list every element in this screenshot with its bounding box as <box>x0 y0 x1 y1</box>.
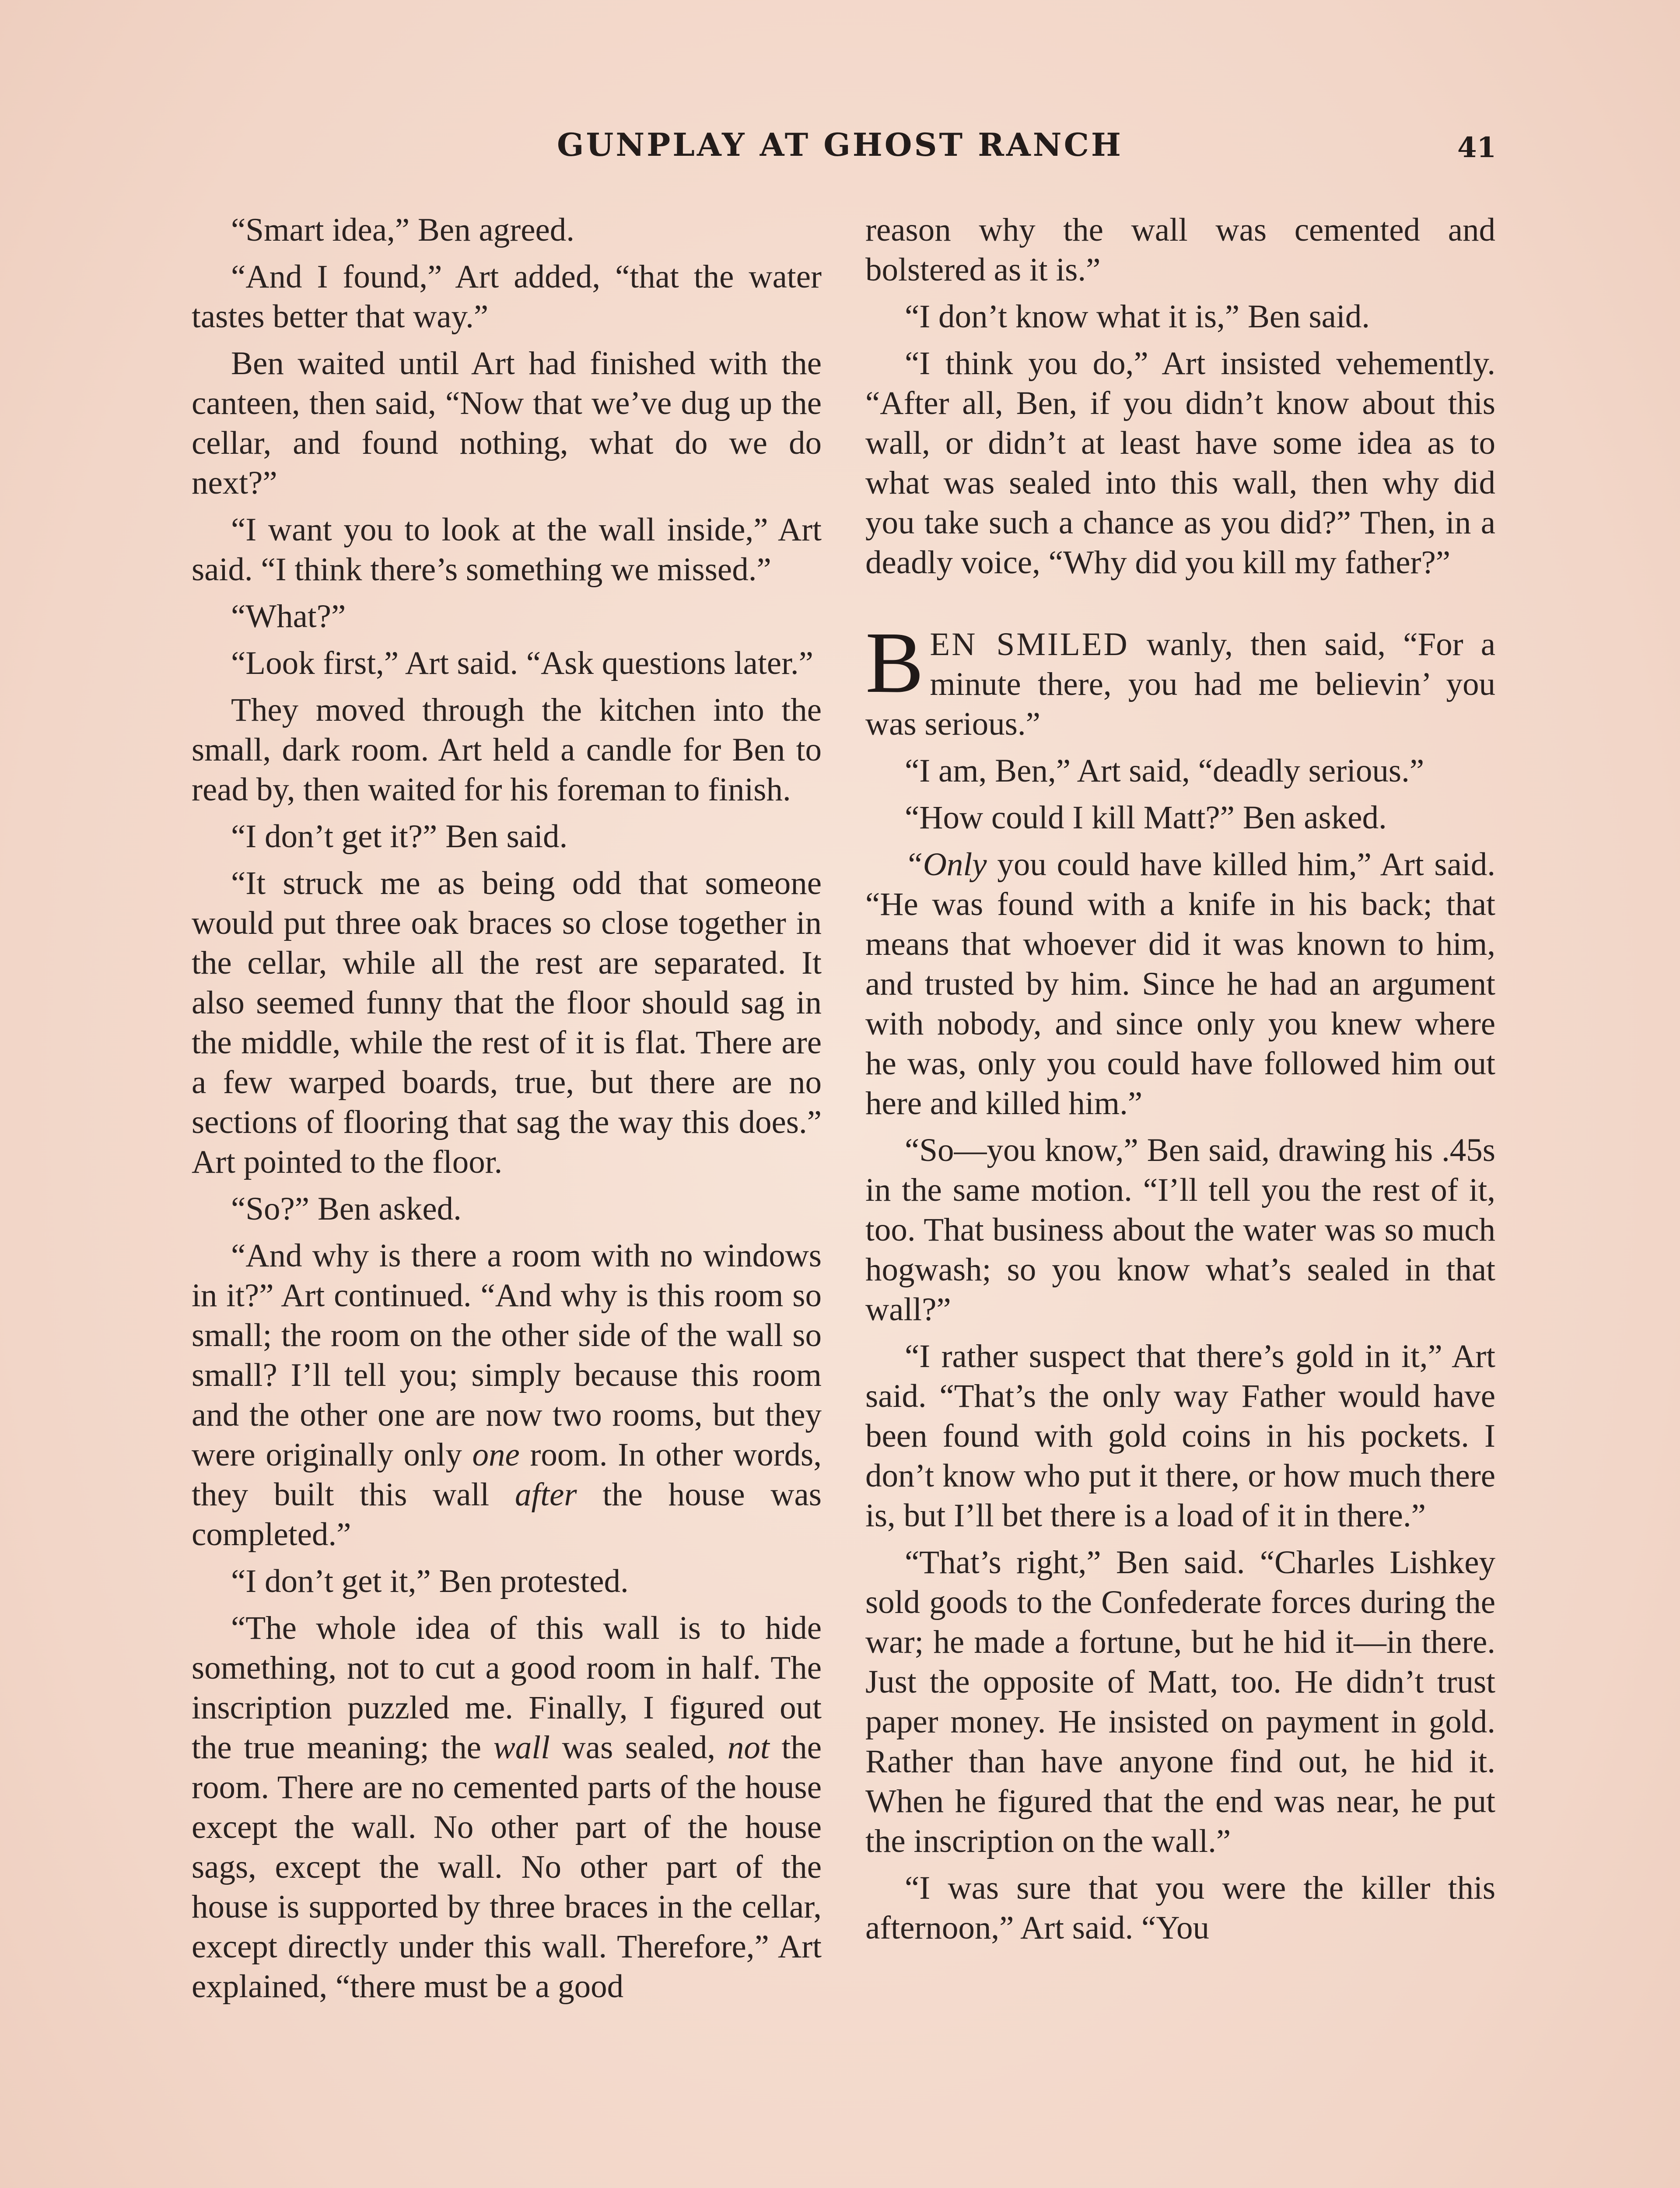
drop-cap: B <box>865 614 924 711</box>
paragraph: “I was sure that you were the killer this afternoon,” Art said. “You <box>865 1870 1495 1946</box>
italic-text: one <box>472 1437 520 1473</box>
text-run: “And why is there a room with no windows in it?” Art continued. “And why is this room so small; the room on the other side of the wall so small? I’ll tell you; simply because this room and the other one are now two rooms, but they were originally only <box>192 1238 822 1473</box>
paragraph: reason why the wall was cemented and bolstered as it is.” <box>865 212 1495 288</box>
paragraph: They moved through the kitchen into the small, dark room. Art held a candle for Ben to read by, then waited for his foreman to finish. <box>192 692 822 808</box>
paragraph <box>865 845 1495 1123</box>
paragraph: “And I found,” Art added, “that the water tastes better that way.” <box>192 259 822 335</box>
paragraph: “So—you know,” Ben said, drawing his .45s in the same motion. “I’ll tell you the rest of it, too. That business about the water was so much hogwash; so you know what’s sealed in that wall?” <box>865 1132 1495 1328</box>
paragraph: “I want you to look at the wall inside,” Art said. “I think there’s something we missed.” <box>192 512 822 588</box>
paragraph: “I don’t get it,” Ben protested. <box>231 1563 629 1599</box>
paragraph: “It struck me as being odd that someone would put three oak braces so close together in the cellar, while all the rest are separated. It also seemed funny that the floor should sag in the middle, while the rest of it is flat. There are a few warped boards, true, but there are no sections of flooring that sag the way this does.” Art pointed to the floor. <box>192 865 822 1180</box>
text-run: you could have killed him,” Art said. “He was found with a knife in his back; that means that whoever did it was known to him, and trusted by him. Since he had an argument with nobody, and since only you knew where he was, only you could have followed him out here and killed him.” <box>865 846 1495 1122</box>
left-column <box>192 210 822 2188</box>
paragraph <box>192 1236 822 1554</box>
running-head: GUNPLAY AT GHOST RANCH <box>557 126 1123 163</box>
paragraph: “I don’t get it?” Ben said. <box>231 818 568 855</box>
page-number: 41 <box>1457 131 1496 164</box>
paragraph: “Smart idea,” Ben agreed. <box>231 212 575 248</box>
italic-text: wall <box>493 1729 550 1766</box>
paragraph: “I think you do,” Art insisted vehemently. “After all, Ben, if you didn’t know about this wall, or didn’t at least have some idea as to what was sealed into this wall, then why did you take such a chance as you did?” Then, in a deadly voice, “Why did you kill my father?” <box>865 345 1495 581</box>
italic-text: “Only <box>905 846 987 883</box>
right-column <box>865 210 1495 2188</box>
paragraph: “I don’t know what it is,” Ben said. <box>905 298 1370 335</box>
paragraph: “Look first,” Art said. “Ask questions later.” <box>231 645 813 681</box>
paragraph: “How could I kill Matt?” Ben asked. <box>905 799 1387 836</box>
paragraph: “So?” Ben asked. <box>231 1191 462 1227</box>
text-run: “The whole idea of this wall is to hide something, not to cut a good room in half. The inscription puzzled me. Finally, I figured out the true meaning; the <box>192 1610 822 1766</box>
text-run: the room. There are no cemented parts of the house except the wall. No other part of the house sags, except the wall. No other part of the house is supported by three braces in the cellar, except directly under this wall. Therefore,” Art explained, “there must be a good <box>192 1729 822 2005</box>
text-run: wanly, then said, “For a minute there, you had me believin’ you was serious.” <box>865 626 1495 742</box>
paragraph: “I am, Ben,” Art said, “deadly serious.” <box>905 753 1424 789</box>
paragraph: “I rather suspect that there’s gold in it,” Art said. “That’s the only way Father would have been found with gold coins in his pockets. I don’t know who put it there, or how much there is, but I’ll bet there is a load of it in there.” <box>865 1338 1495 1534</box>
italic-text: not <box>727 1729 770 1766</box>
page-header <box>0 123 1680 175</box>
text-run: was sealed, <box>550 1729 728 1766</box>
text-run: the house was completed.” <box>192 1476 822 1553</box>
paragraph: Ben waited until Art had finished with the canteen, then said, “Now that we’ve dug up the cellar, and found nothing, what do we do next?” <box>192 345 822 501</box>
paragraph: “That’s right,” Ben said. “Charles Lishkey sold goods to the Confederate forces during the war; he made a fortune, but he hid it—in there. Just the opposite of Matt, too. He didn’t trust paper money. He insisted on payment in gold. Rather than have anyone find out, he hid it. When he figured that the end was near, he put the inscription on the wall.” <box>865 1544 1495 1859</box>
small-caps-lead: EN SMILED <box>930 626 1129 663</box>
paragraph <box>192 1608 822 2006</box>
paragraph: “What?” <box>231 598 346 635</box>
italic-text: after <box>514 1476 577 1513</box>
text-run: room. In other words, they built this wall <box>192 1437 822 1513</box>
section-opening-paragraph <box>865 614 1495 744</box>
